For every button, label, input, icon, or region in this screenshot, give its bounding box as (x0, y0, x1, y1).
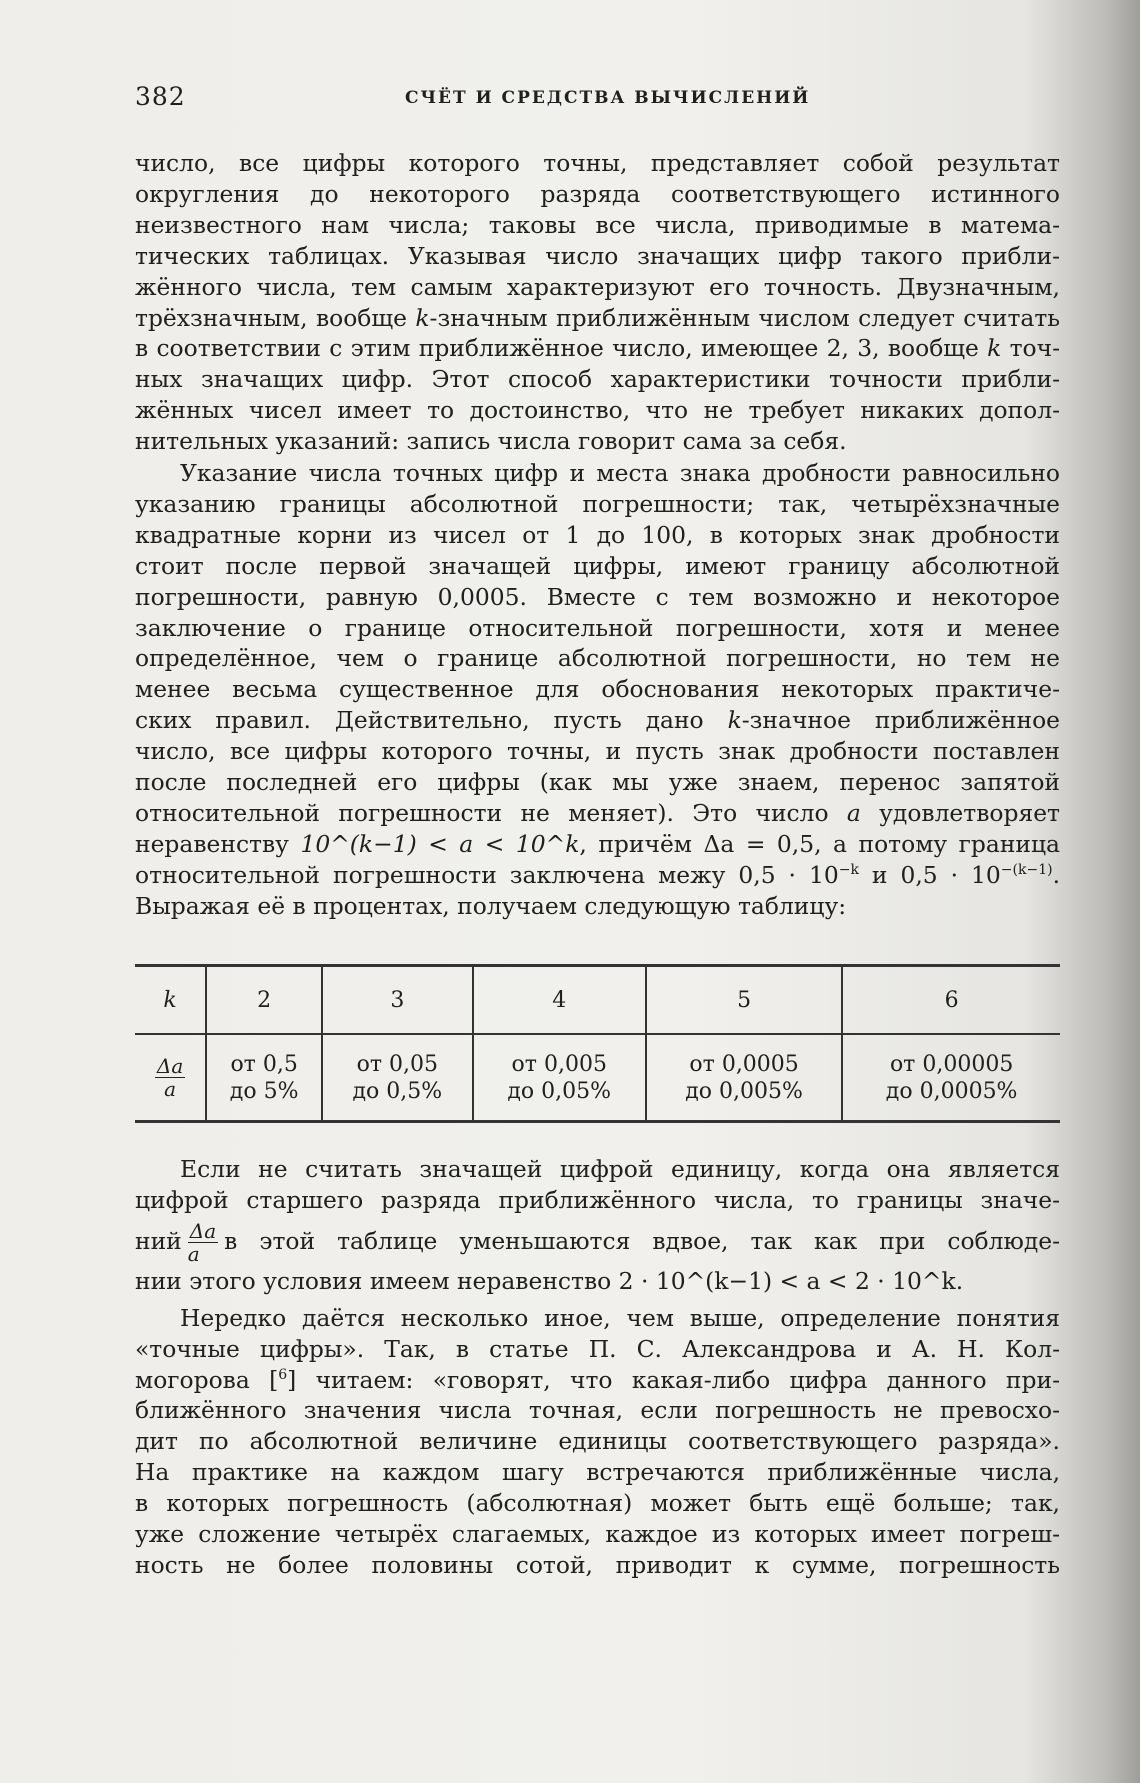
text-line: «точные цифры». Так, в статье П. С. Александрова и А. Н. Кол- (135, 1334, 1060, 1363)
table-cell: от 0,00005 до 0,0005% (842, 1034, 1060, 1120)
page-header (135, 82, 1060, 122)
text-line: трёхзначным, вообще k-значным приближённым числом следует считать (135, 303, 1061, 332)
text-line: погрешности, равную 0,0005. Вместе с тем возможно и некоторое (135, 582, 1060, 611)
text-line: нии этого условия имеем неравенство 2 · 10^(k−1) < a < 2 · 10^k. (135, 1266, 964, 1295)
text-line: уже сложение четырёх слагаемых, каждое из которых имеет погреш- (135, 1520, 1060, 1549)
paragraph-3-4 (135, 1154, 1060, 1581)
text-line: Нередко даётся несколько иное, чем выше, определение понятия (180, 1303, 1060, 1332)
k-header-cell: k (135, 967, 206, 1034)
table-cell: от 0,05 до 0,5% (322, 1034, 472, 1120)
text-line: число, все цифры которого точны, представляет собой результат (135, 149, 1060, 177)
ratio-header-cell (135, 1034, 206, 1120)
text-line: указанию границы абсолютной погрешности; так, четырёхзначные (135, 489, 1060, 518)
text-line: могорова [$^6$] читаем: «говорят, что какая-либо цифра данного при- (135, 1365, 1060, 1394)
table-cell: 5 (646, 967, 842, 1034)
text-line: ность не более половины сотой, приводит к сумме, погрешность (135, 1550, 1060, 1579)
table-cell: от 0,5 до 5% (206, 1034, 322, 1120)
text-line: Выражая её в процентах, получаем следующую таблицу: (135, 891, 847, 920)
text-line: округления до некоторого разряда соответствующего истинного (135, 179, 1060, 208)
citation-ref: 6 (278, 1366, 288, 1383)
fraction: $\frac{\Delta a}{a}$ (187, 1218, 217, 1266)
fraction: $\frac{\Delta a}{a}$ (156, 1054, 184, 1101)
text-line: дит по абсолютной величине единицы соответствующего разряда». (135, 1427, 1060, 1456)
table-row (135, 1034, 1060, 1120)
table-cell: от 0,005 до 0,05% (473, 1034, 646, 1120)
text-line: после последней его цифры (как мы уже знаем, перенос запятой (135, 768, 1060, 797)
table-cell: от 0,0005 до 0,005% (646, 1034, 842, 1120)
table-row (135, 967, 1060, 1034)
text-line: жённого числа, тем самым характеризуют его точность. Двузначным, (135, 272, 1060, 301)
text-line: Если не считать значащей цифрой единицу, когда она является (180, 1155, 1060, 1183)
text-line: квадратные корни из чисел от 1 до 100, в которых знак дробности (135, 520, 1060, 549)
error-table (135, 964, 1060, 1123)
text-line: заключение о границе относительной погрешности, хотя и менее (135, 613, 1060, 642)
text-line: менее весьма существенное для обоснования некоторых практиче- (135, 675, 1060, 704)
text-line: определённое, чем о границе абсолютной погрешности, но тем не (135, 644, 1060, 673)
text-line: в которых погрешность (абсолютная) может быть ещё больше; так, (135, 1489, 1060, 1518)
paragraph-1 (135, 148, 1060, 457)
text-line: ских правил. Действительно, пусть дано k-значное приближённое (135, 706, 1060, 735)
text-line: нительных указаний: запись числа говорит сама за себя. (135, 427, 847, 456)
text-line: относительной погрешности не меняет). Это число a удовлетворяет (135, 798, 1060, 827)
running-title: СЧЁТ И СРЕДСТВА ВЫЧИСЛЕНИЙ (405, 88, 811, 108)
text-line: относительной погрешности заключена межу $0,5 \cdot 10^{-k}$ и $0,5 \cdot 10^{-(k-1)}$. (135, 860, 1061, 889)
text-line: ний $\frac{\Delta a}{a}$ в этой таблице уменьшаются вдвое, так как при соблюде- (135, 1218, 1060, 1266)
text-line: На практике на каждом шагу встречаются приближённые числа, (135, 1458, 1060, 1487)
text-line: число, все цифры которого точны, и пусть знак дробности поставлен (135, 737, 1060, 766)
text-line: жённых чисел имеет то достоинство, что не требует никаких допол- (135, 396, 1060, 425)
text-line: ных значащих цифр. Этот способ характеристики точности прибли- (135, 365, 1060, 394)
text-line: Указание числа точных цифр и места знака дробности равносильно (180, 459, 1060, 487)
paragraph-2 (135, 458, 1060, 922)
text-line: стоит после первой значащей цифры, имеют границу абсолютной (135, 551, 1060, 580)
table-cell: 4 (473, 967, 646, 1034)
table-cell: 2 (206, 967, 322, 1034)
table-cell: 3 (322, 967, 472, 1034)
text-line: неизвестного нам числа; таковы все числа, приводимые в матема- (135, 210, 1060, 239)
inequality: 10^(k−1) < a < 10^k (300, 829, 580, 858)
text-line: в соответствии с этим приближённое число, имеющее 2, 3, вообще k точ- (135, 334, 1060, 363)
text-line: ближённого значения числа точная, если погрешность не превосхо- (135, 1396, 1060, 1425)
text-line: цифрой старшего разряда приближённого числа, то границы значе- (135, 1185, 1060, 1214)
table-cell: 6 (842, 967, 1060, 1034)
text-line: неравенству 10^(k−1) < a < 10^k, причём Δa = 0,5, а потому граница (135, 829, 1060, 858)
text-line: тических таблицах. Указывая число значащих цифр такого прибли- (135, 241, 1060, 270)
page-number: 382 (135, 82, 186, 111)
